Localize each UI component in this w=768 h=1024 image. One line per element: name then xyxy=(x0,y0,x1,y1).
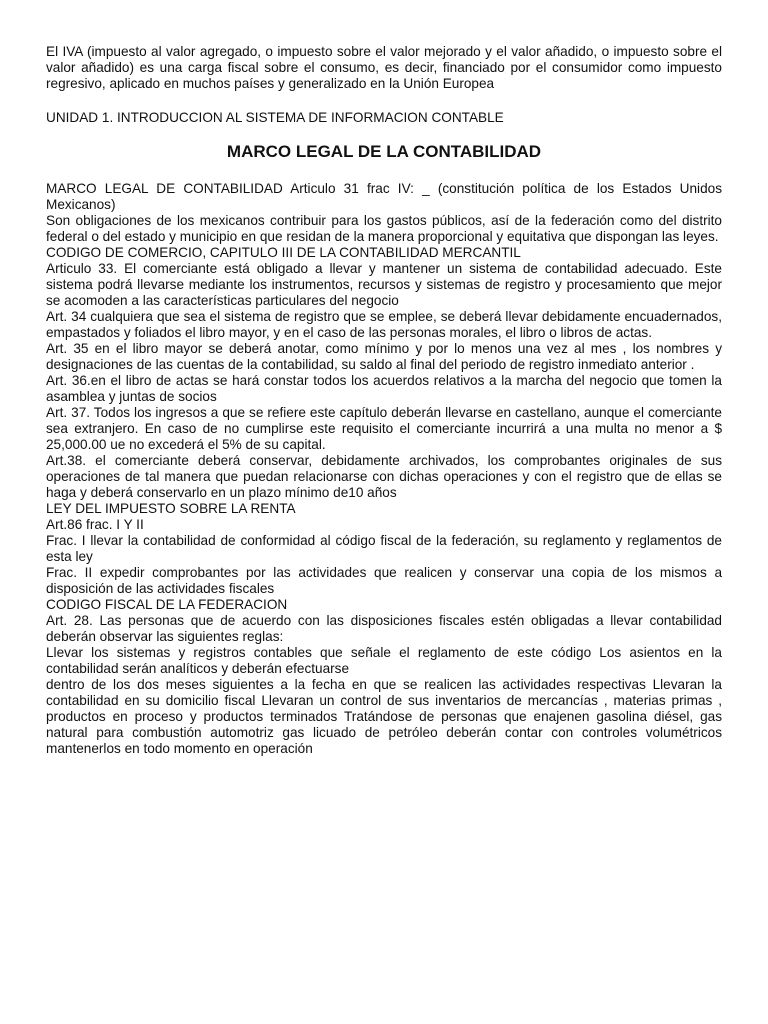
body-paragraph: Son obligaciones de los mexicanos contribuir para los gastos públicos, así de la federación como del distrito federal o del estado y municipio en que residan de la manera proporcional y equitativa que dispongan las leyes. xyxy=(46,213,722,244)
body-paragraph: Articulo 33. El comerciante está obligado a llevar y mantener un sistema de contabilidad adecuado. Este sistema podrá llevarse mediante los instrumentos, recursos y sistemas de registro y procesamiento que mejor se acomoden a las características particulares del negocio xyxy=(46,261,722,308)
body-paragraph: Frac. I llevar la contabilidad de conformidad al código fiscal de la federación, su reglamento y reglamentos de esta ley xyxy=(46,533,722,564)
intro-paragraph: El IVA (impuesto al valor agregado, o impuesto sobre el valor mejorado y el valor añadido, o impuesto sobre el valor añadido) es una carga fiscal sobre el consumo, es decir, financiado por el consumidor como impuesto regresivo, aplicado en muchos países y generalizado en la Unión Europea xyxy=(46,44,722,91)
section-heading: LEY DEL IMPUESTO SOBRE LA RENTA xyxy=(46,501,296,516)
body-paragraph: MARCO LEGAL DE CONTABILIDAD Articulo 31 frac IV: _ (constitución política de los Estados Unidos Mexicanos) xyxy=(46,181,722,212)
section-heading: CODIGO DE COMERCIO, CAPITULO III DE LA CONTABILIDAD MERCANTIL xyxy=(46,245,521,260)
section-heading: CODIGO FISCAL DE LA FEDERACION xyxy=(46,597,288,612)
body-paragraph: dentro de los dos meses siguientes a la fecha en que se realicen las actividades respectivas Llevaran la contabilidad en su domicilio fiscal Llevaran un control de sus inventarios de mercancías , materias primas , productos en proceso y productos terminados Tratándose de personas que enajenen gasolina diésel, gas natural para combustión automotriz gas licuado de petróleo deberán contar con controles volumétricos mantenerlos en todo momento en operación xyxy=(46,677,722,756)
body-paragraph: Art. 35 en el libro mayor se deberá anotar, como mínimo y por lo menos una vez al mes , los nombres y designaciones de las cuentas de la contabilidad, su saldo al final del periodo de registro inmediato anterior . xyxy=(46,341,722,372)
body-paragraph: Frac. II expedir comprobantes por las actividades que realicen y conservar una copia de los mismos a disposición de las actividades fiscales xyxy=(46,565,722,596)
document-title: MARCO LEGAL DE LA CONTABILIDAD xyxy=(226,142,542,161)
body-paragraph: Art. 36.en el libro de actas se hará constar todos los acuerdos relativos a la marcha del negocio que tomen la asamblea y juntas de socios xyxy=(46,373,722,404)
body-paragraph: Art. 28. Las personas que de acuerdo con las disposiciones fiscales estén obligadas a llevar contabilidad deberán observar las siguientes reglas: xyxy=(46,613,722,644)
unit-heading: UNIDAD 1. INTRODUCCION AL SISTEMA DE INFORMACION CONTABLE xyxy=(46,110,504,125)
body-paragraph: Art. 37. Todos los ingresos a que se refiere este capítulo deberán llevarse en castellano, aunque el comerciante sea extranjero. En caso de no cumplirse este requisito el comerciante incurrirá a una multa no menor a $ 25,000.00 ue no excederá el 5% de su capital. xyxy=(46,405,722,452)
body-paragraph: Art. 34 cualquiera que sea el sistema de registro que se emplee, se deberá llevar debidamente encuadernados, empastados y foliados el libro mayor, y en el caso de las personas morales, el libro o libros de actas. xyxy=(46,309,722,340)
body-paragraph: Llevar los sistemas y registros contables que señale el reglamento de este código Los asientos en la contabilidad serán analíticos y deberán efectuarse xyxy=(46,645,722,676)
body-paragraph: Art.86 frac. I Y II xyxy=(46,517,144,532)
document-body xyxy=(46,181,722,757)
body-paragraph: Art.38. el comerciante deberá conservar, debidamente archivados, los comprobantes originales de sus operaciones de tal manera que puedan relacionarse con dichas operaciones y con el registro que de ellas se haga y deberá conservarlo en un plazo mínimo de10 años xyxy=(46,453,722,500)
